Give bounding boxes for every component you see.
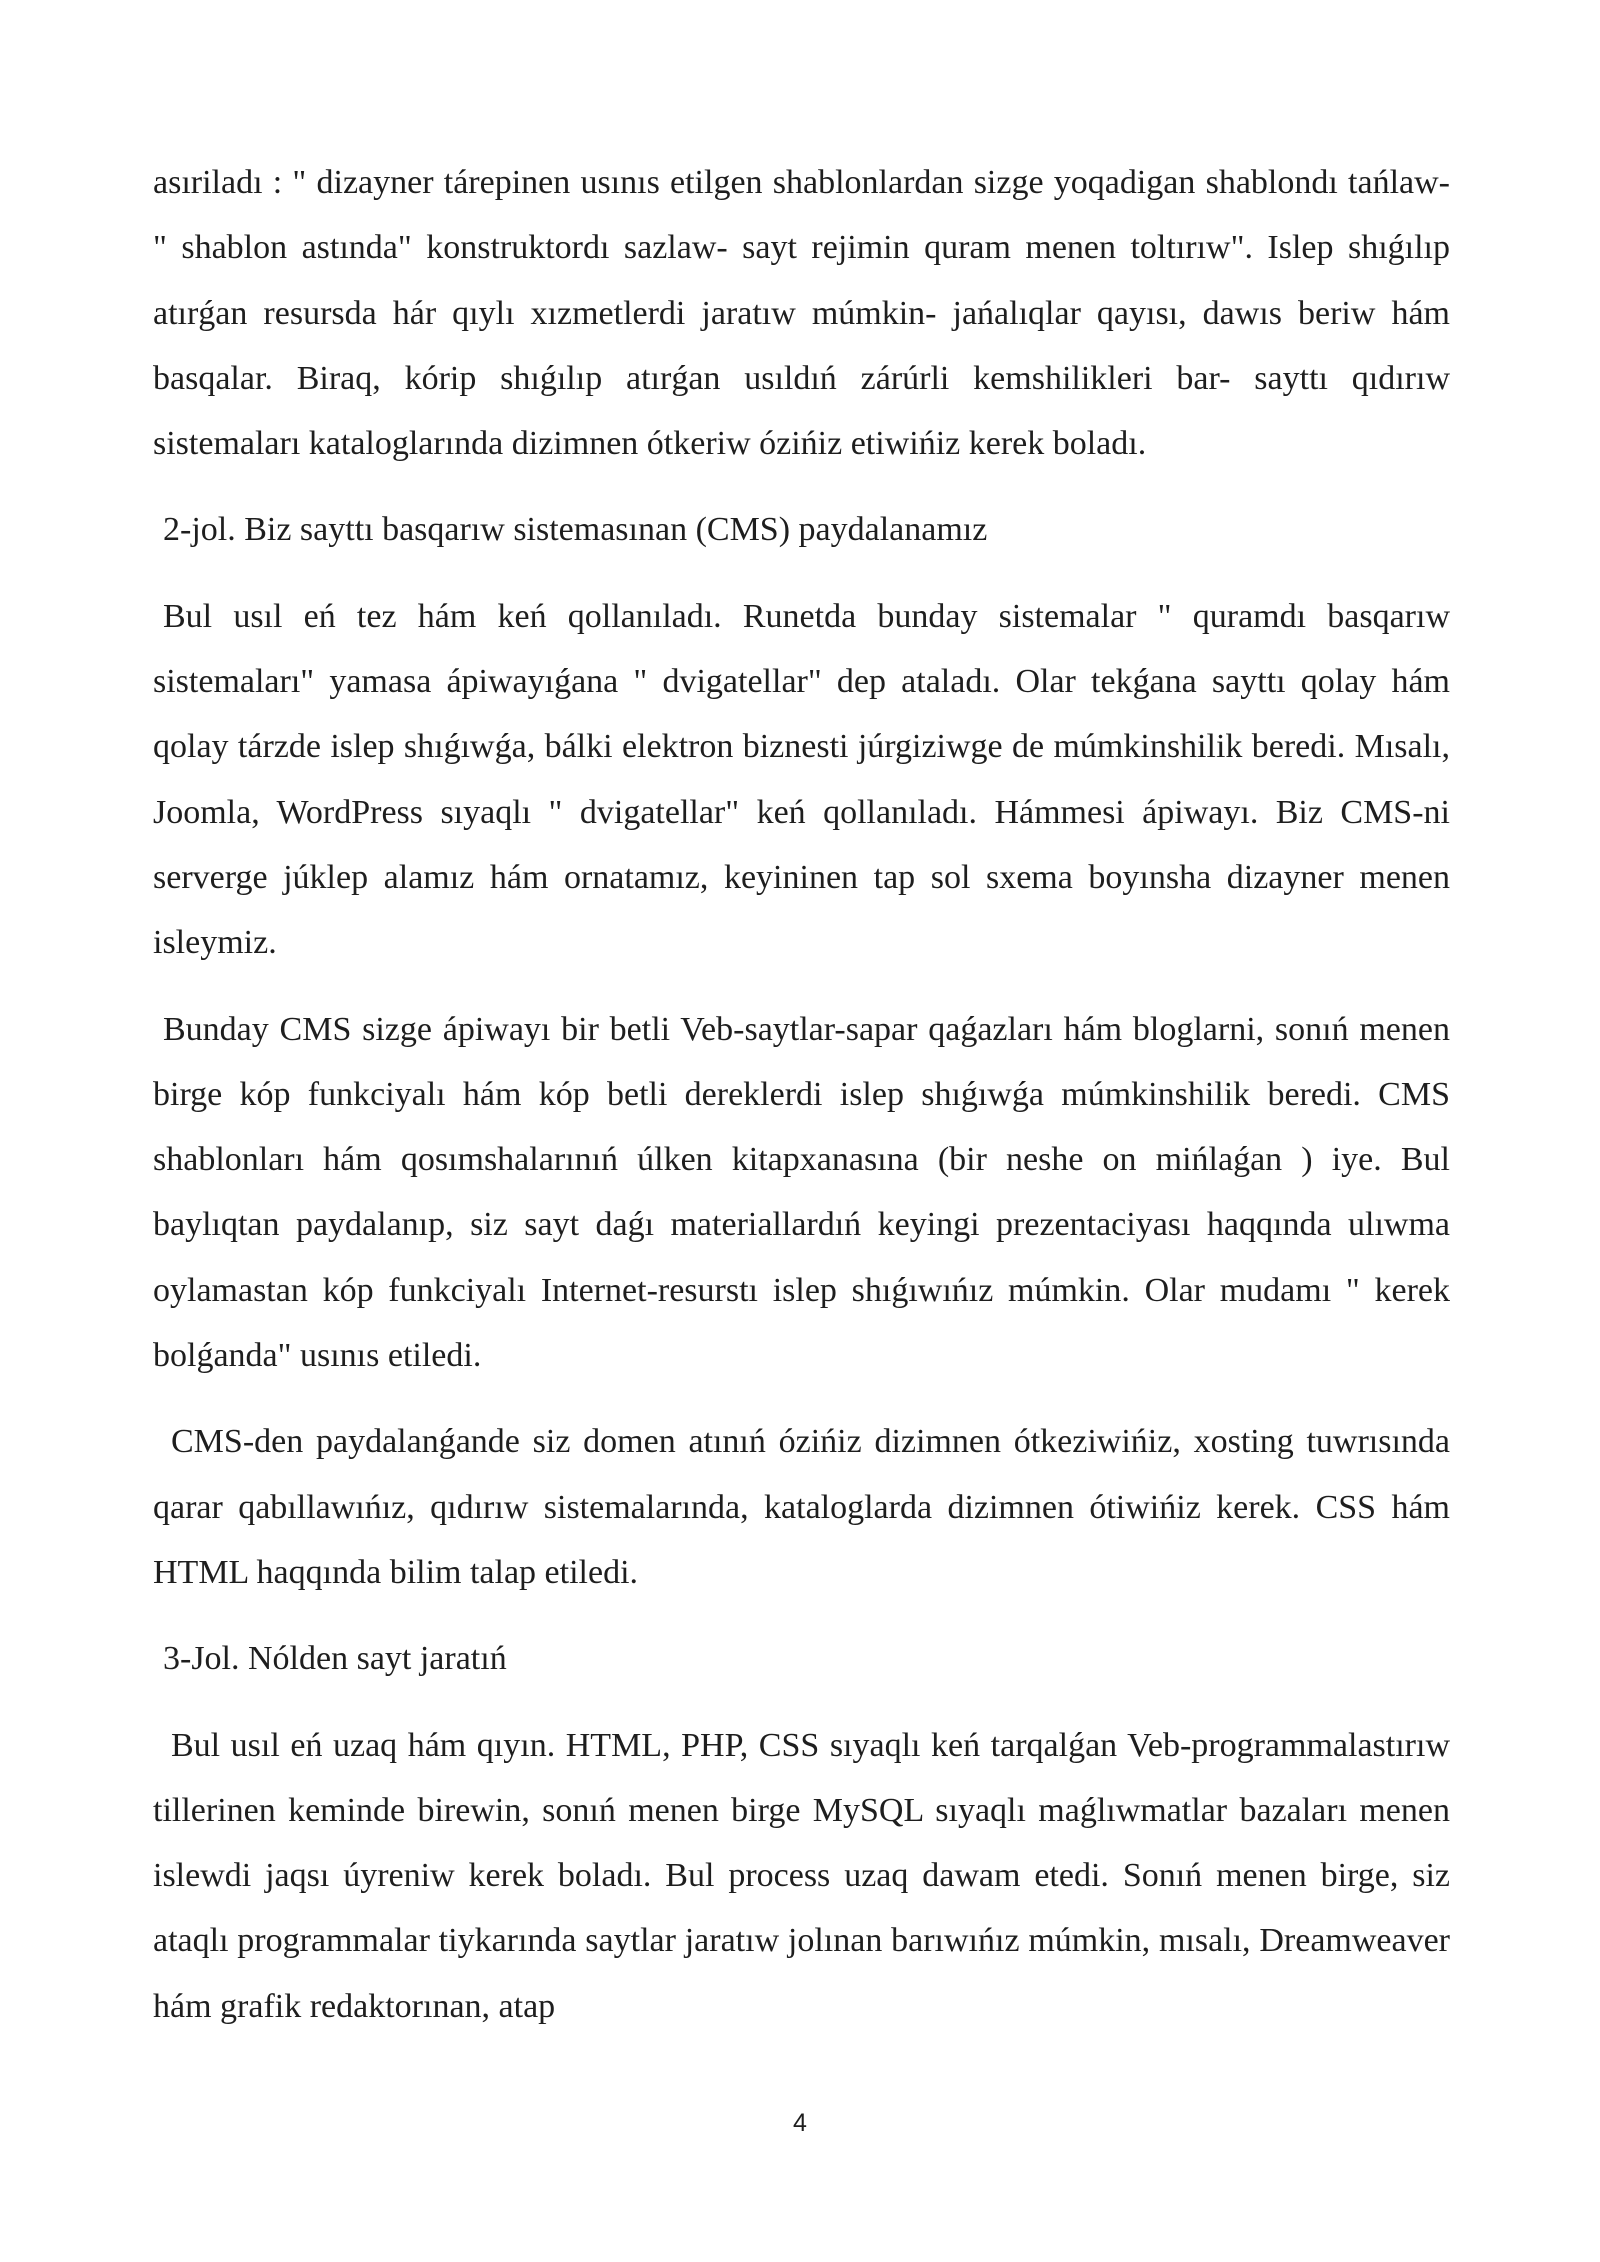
- page-number: 4: [793, 2109, 807, 2137]
- heading-method-3-scratch: 3-Jol. Nólden sayt jaratıń: [163, 1640, 507, 1678]
- document-body: [153, 150, 1450, 2039]
- paragraph-template-choice: asıriladı : " dizayner tárepinen usınıs etilgen shablonlardan sizge yoqadigan shablondı tańlaw- " shablon astında" konstruktordı sazlaw- sayt rejimin quram menen toltırıw". Islep shıǵılıp atırǵan resursda hár qıylı xızmetlerdi jaratıw múmkin- jańalıqlar qayısı, dawıs beriw hám basqalar. Biraq, kórip shıǵılıp atırǵan usıldıń zárúrli kemshilikleri bar- sayttı qıdırıw sistemaları kataloglarında dizimnen ótkeriw ózińiz etiwińiz kerek boladı.: [153, 164, 1450, 463]
- paragraph-cms-features: Bunday CMS sizge ápiwayı bir betli Veb-saytlar-sapar qaǵazları hám bloglarni, sonıń menen birge kóp funkciyalı hám kóp betli dereklerdi islep shıǵıwǵa múmkinshilik beredi. CMS shablonları hám qosımshalarınıń úlken kitapxanasına (bir neshe on mińlaǵan ) iye. Bul baylıqtan paydalanıp, siz sayt daǵı materiallardıń keyingi prezentaciyası haqqında ulıwma oylamastan kóp funkciyalı Internet-resurstı islep shıǵıwıńız múmkin. Olar mudamı " kerek bolǵanda" usınıs etiledi.: [153, 1010, 1450, 1375]
- heading-method-2-cms: 2-jol. Biz sayttı basqarıw sistemasınan (CMS) paydalanamız: [163, 511, 988, 549]
- paragraph-cms-requirements: CMS-den paydalanǵande siz domen atınıń ózińiz dizimnen ótkeziwińiz, xosting tuwrısında qarar qabıllawıńız, qıdırıw sistemalarında, kataloglarda dizimnen ótiwińiz kerek. CSS hám HTML haqqında bilim talap etiledi.: [153, 1423, 1450, 1591]
- paragraph-scratch-development: Bul usıl eń uzaq hám qıyın. HTML, PHP, CSS sıyaqlı keń tarqalǵan Veb-programmalastırıw tillerinen keminde birewin, sonıń menen birge MySQL sıyaqlı maǵlıwmatlar bazaları menen islewdi jaqsı úyreniw kerek boladı. Bul process uzaq dawam etedi. Sonıń menen birge, siz ataqlı programmalar tiykarında saytlar jaratıw jolınan barıwıńız múmkin, mısalı, Dreamweaver hám grafik redaktorınan, atap: [153, 1726, 1450, 2025]
- paragraph-cms-intro: Bul usıl eń tez hám keń qollanıladı. Runetda bunday sistemalar " quramdı basqarıw sistemaları" yamasa ápiwayıǵana " dvigatellar" dep ataladı. Olar tekǵana sayttı qolay hám qolay tárzde islep shıǵıwǵa, bálki elektron biznesti júrgiziwge de múmkinshilik beredi. Mısalı, Joomla, WordPress sıyaqlı " dvigatellar" keń qollanıladı. Hámmesi ápiwayı. Biz CMS-ni serverge júklep alamız hám ornatamız, keyininen tap sol sxema boyınsha dizayner menen isleymiz.: [153, 597, 1450, 962]
